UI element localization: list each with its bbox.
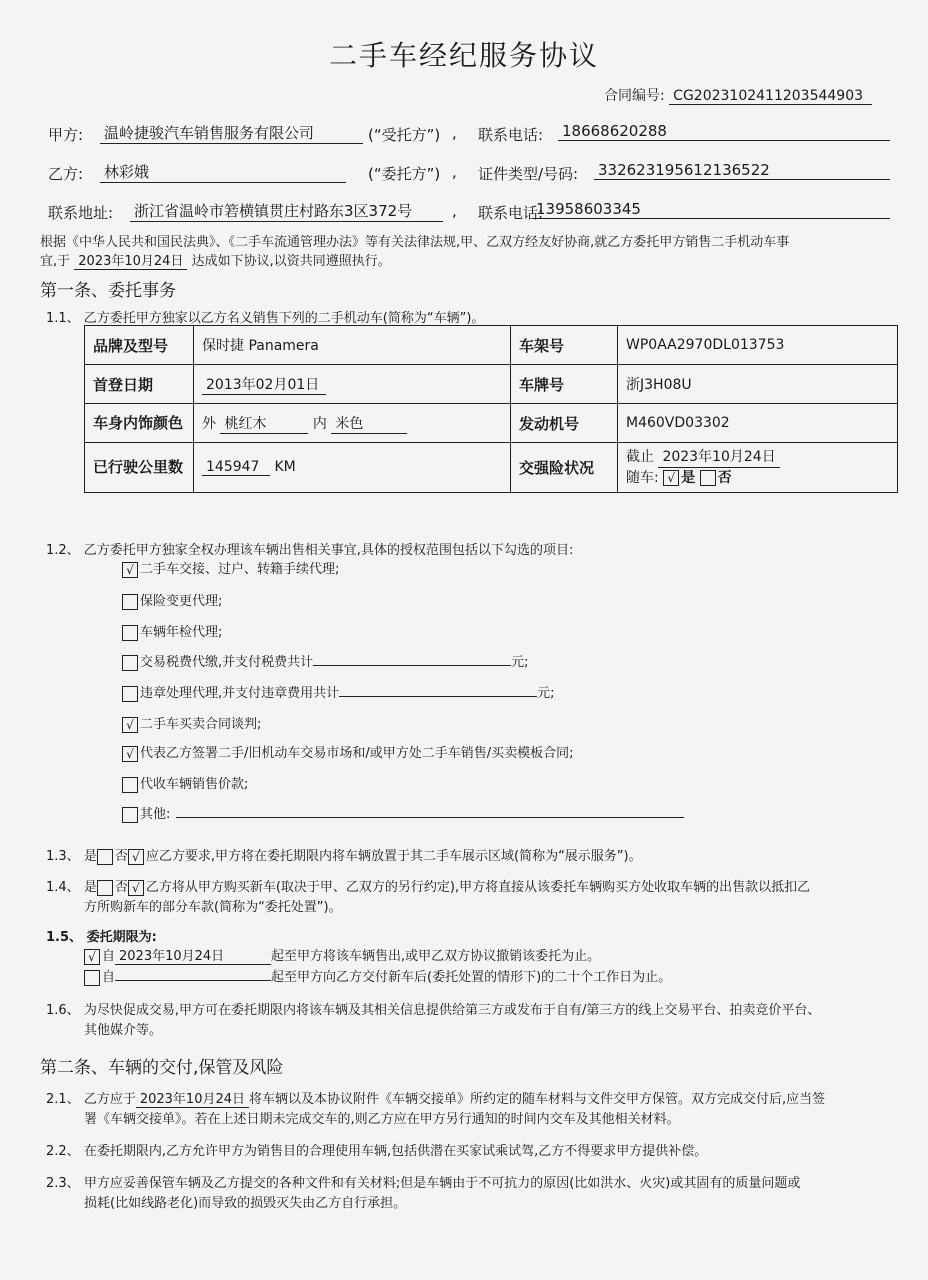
party-a-label: 甲方: <box>48 126 84 144</box>
clause-1-5 <box>46 926 157 945</box>
clause-2-1-cont: 署《车辆交接单》。若在上述日期未完成交车的,则乙方应在甲方另行通知的时间内交车及其他相关材料。 <box>84 1112 680 1127</box>
color-cell <box>194 404 511 443</box>
preamble-prefix: 宜,于 <box>40 254 71 269</box>
clause-number: 2.3、 <box>46 1176 80 1191</box>
contract-number-label: 合同编号: <box>604 88 665 104</box>
tax-amount-field[interactable] <box>313 665 511 666</box>
auth-item-tax <box>122 651 529 671</box>
auth-item-text: 保险变更代理; <box>140 594 223 609</box>
clause-1-6 <box>46 999 820 1018</box>
auth-item-text: 代表乙方签署二手/旧机动车交易市场和/或甲方处二手车销售/买卖模板合同; <box>140 746 574 761</box>
table-row <box>85 365 898 404</box>
plate-value: 浙J3H08U <box>618 365 898 404</box>
mileage-cell <box>194 443 511 493</box>
party-a-comma: , <box>452 124 457 142</box>
auth-checkbox[interactable]: √ <box>122 562 138 578</box>
clause-1-4 <box>46 876 810 896</box>
delivery-date: 2023年10月24日 <box>136 1088 249 1108</box>
auth-item-insurance <box>122 590 222 610</box>
auth-item-text: 其他: <box>140 807 171 822</box>
insurance-no-checkbox[interactable] <box>700 470 716 486</box>
clause-2-2 <box>46 1140 707 1159</box>
table-row <box>85 326 898 365</box>
preamble-date: 2023年10月24日 <box>74 250 187 270</box>
insurance-label: 交强险状况 <box>511 443 618 493</box>
auth-checkbox[interactable] <box>122 777 138 793</box>
preamble-suffix: 达成如下协议,以资共同遵照执行。 <box>191 254 391 269</box>
auth-item-text: 二手车交接、过户、转籍手续代理; <box>140 562 340 577</box>
party-b-label: 乙方: <box>48 165 84 183</box>
auth-checkbox[interactable]: √ <box>122 746 138 762</box>
party-a-role: (“受托方”) <box>368 126 441 144</box>
auth-item-suffix: 元; <box>511 655 529 670</box>
vin-label: 车架号 <box>511 326 618 365</box>
party-b-id: 332623195612136522 <box>594 161 890 180</box>
term-option-1 <box>84 945 600 965</box>
clause-2-3 <box>46 1172 800 1191</box>
interior-color: 米色 <box>331 413 407 434</box>
auth-item-collect <box>122 773 248 793</box>
address-comma: , <box>452 202 457 220</box>
auth-checkbox[interactable] <box>122 686 138 702</box>
yes-label: 是 <box>83 880 97 895</box>
auth-item-text: 代收车辆销售价款; <box>140 777 249 792</box>
exterior-color: 桃红木 <box>220 413 308 434</box>
plate-label: 车牌号 <box>511 365 618 404</box>
address-phone-label: 联系电话: <box>478 204 544 222</box>
clause-1-4-cont: 方所购新车的部分车款(简称为“委托处置”)。 <box>84 900 342 915</box>
party-a-name: 温岭捷骏汽车销售服务有限公司 <box>100 122 363 144</box>
no-label: 否 <box>114 880 128 895</box>
party-b-role: (“委托方”) <box>368 165 441 183</box>
preamble-line2 <box>40 250 391 270</box>
term-from: 自 <box>102 970 116 985</box>
auth-item-sign <box>122 742 574 762</box>
party-a-phone-label: 联系电话: <box>478 126 544 144</box>
mileage-value: 145947 <box>202 459 270 476</box>
clause-text: 乙方将从甲方购买新车(取决于甲、乙双方的另行约定),甲方将直接从该委托车辆购买方处收取车辆的出售款以抵扣乙 <box>145 880 811 895</box>
auth-item-inspection <box>122 621 222 641</box>
address-value: 浙江省温岭市箬横镇贯庄村路东3区372号 <box>130 200 443 222</box>
engine-label: 发动机号 <box>511 404 618 443</box>
party-b-comma: , <box>452 163 457 181</box>
insurance-until-label: 截止 <box>626 449 654 465</box>
clause-2-1 <box>46 1088 825 1108</box>
reg-date-cell <box>194 365 511 404</box>
vin-value: WP0AA2970DL013753 <box>618 326 898 365</box>
insurance-no-label: 否 <box>717 470 732 486</box>
clause-1-3 <box>46 845 642 865</box>
no-label: 否 <box>114 849 128 864</box>
insurance-yes-label: 是 <box>681 470 696 486</box>
reg-date-label: 首登日期 <box>85 365 194 404</box>
int-prefix: 内 <box>312 415 327 432</box>
party-b-id-label: 证件类型/号码: <box>478 165 579 183</box>
auth-item-text: 交易税费代缴,并支付税费共计 <box>140 655 314 670</box>
clause-prefix: 乙方应于 <box>83 1092 136 1107</box>
insurance-until <box>626 447 889 468</box>
table-row <box>85 404 898 443</box>
clause-1-2: 1.2、 乙方委托甲方独家全权办理该车辆出售相关事宜,具体的授权范围包括以下勾选的项目: <box>46 543 574 558</box>
insurance-yes-checkbox[interactable]: √ <box>663 470 679 486</box>
clause-number: 1.4、 <box>46 880 80 895</box>
term-checkbox[interactable]: √ <box>84 949 100 965</box>
term-from: 自 <box>102 949 116 964</box>
section2-heading: 第二条、车辆的交付,保管及风险 <box>40 1058 284 1078</box>
term-text: 起至甲方向乙方交付新车后(委托处置的情形下)的二十个工作日为止。 <box>271 970 672 985</box>
auth-item-suffix: 元; <box>537 686 555 701</box>
auth-item-violation <box>122 682 555 702</box>
reg-date-value: 2013年02月01日 <box>202 374 326 395</box>
violation-amount-field[interactable] <box>339 696 537 697</box>
insurance-date: 2023年10月24日 <box>658 447 779 468</box>
mileage-unit: KM <box>274 459 296 475</box>
auth-checkbox[interactable] <box>122 594 138 610</box>
clause-text: 甲方应妥善保管车辆及乙方提交的各种文件和有关材料;但是车辆由于不可抗力的原因(比如洪水、火灾)或其固有的质量问题或 <box>83 1176 801 1191</box>
clause-2-3-cont: 损耗(比如线路老化)而导致的损毁灭失由乙方自行承担。 <box>84 1196 407 1211</box>
auth-checkbox[interactable]: √ <box>122 717 138 733</box>
yes-checkbox[interactable] <box>97 849 113 865</box>
auth-item-transfer <box>122 558 339 578</box>
contract-number-value: CG2023102411203544903 <box>669 88 872 105</box>
party-a-phone: 18668620288 <box>558 122 890 141</box>
ext-prefix: 外 <box>202 415 216 432</box>
clause-label: 委托期限为: <box>86 930 157 945</box>
auth-item-negotiation <box>122 713 261 733</box>
contract-number <box>604 85 872 105</box>
clause-1-6-cont: 其他媒介等。 <box>84 1023 163 1038</box>
auth-item-other <box>122 803 684 823</box>
clause-number: 1.5、 <box>46 930 83 945</box>
insurance-follow-label: 随车: <box>626 470 659 486</box>
no-checkbox[interactable]: √ <box>128 880 144 896</box>
yes-label: 是 <box>83 849 97 864</box>
address-phone: 13958603345 <box>532 200 890 219</box>
mileage-label: 已行驶公里数 <box>85 443 194 493</box>
brand-label: 品牌及型号 <box>85 326 194 365</box>
other-field[interactable] <box>176 817 684 818</box>
engine-value: M460VD03302 <box>618 404 898 443</box>
page-title: 二手车经纪服务协议 <box>328 39 599 72</box>
term-date: 2023年10月24日 <box>115 945 271 965</box>
clause-text: 在委托期限内,乙方允许甲方为销售目的合理使用车辆,包括供潜在买家试乘试驾,乙方不得要求甲方提供补偿。 <box>83 1144 708 1159</box>
clause-number: 2.2、 <box>46 1144 80 1159</box>
auth-item-text: 车辆年检代理; <box>140 625 223 640</box>
address-label: 联系地址: <box>48 204 114 222</box>
term-text: 起至甲方将该车辆售出,或甲乙双方协议撤销该委托为止。 <box>271 949 601 964</box>
auth-checkbox[interactable] <box>122 625 138 641</box>
auth-checkbox[interactable] <box>122 807 138 823</box>
yes-checkbox[interactable] <box>97 880 113 896</box>
auth-item-text: 违章处理代理,并支付违章费用共计 <box>140 686 340 701</box>
clause-text: 应乙方要求,甲方将在委托期限内将车辆放置于其二手车展示区域(简称为“展示服务”)。 <box>145 849 642 864</box>
insurance-cell <box>618 443 898 493</box>
vehicle-table <box>84 325 898 493</box>
clause-text: 将车辆以及本协议附件《车辆交接单》所约定的随车材料与文件交甲方保管。双方完成交付后,应当签 <box>249 1092 826 1107</box>
clause-number: 2.1、 <box>46 1092 80 1107</box>
no-checkbox[interactable]: √ <box>128 849 144 865</box>
party-b-name: 林彩娥 <box>100 161 346 183</box>
brand-value: 保时捷 Panamera <box>194 326 511 365</box>
color-label: 车身内饰颜色 <box>85 404 194 443</box>
preamble-line1: 根据《中华人民共和国民法典》、《二手车流通管理办法》等有关法律法规,甲、乙双方经友好协商,就乙方委托甲方销售二手机动车事 <box>40 235 790 250</box>
clause-text: 为尽快促成交易,甲方可在委托期限内将该车辆及其相关信息提供给第三方或发布于自有/第三方的线上交易平台、拍卖竞价平台、 <box>83 1003 821 1018</box>
auth-checkbox[interactable] <box>122 655 138 671</box>
table-row <box>85 443 898 493</box>
term-checkbox[interactable] <box>84 970 100 986</box>
clause-number: 1.6、 <box>46 1003 80 1018</box>
term-date-blank[interactable] <box>115 980 271 981</box>
insurance-follow <box>626 468 889 488</box>
auth-item-text: 二手车买卖合同谈判; <box>140 717 262 732</box>
clause-1-1: 1.1、 乙方委托甲方独家以乙方名义销售下列的二手机动车(简称为“车辆”)。 <box>46 311 485 326</box>
section1-heading: 第一条、委托事务 <box>40 281 176 301</box>
term-option-2 <box>84 966 671 986</box>
clause-number: 1.3、 <box>46 849 80 864</box>
